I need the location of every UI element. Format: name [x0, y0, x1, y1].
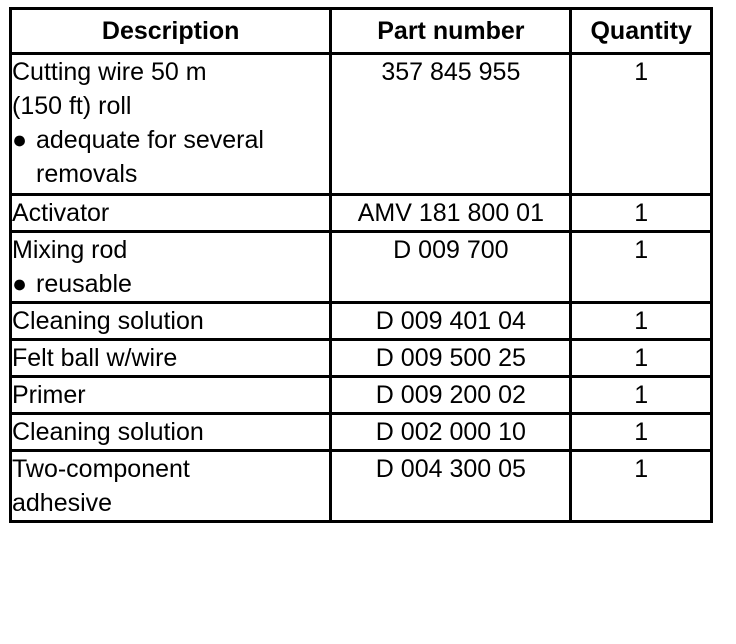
part-number-cell: D 009 500 25 — [331, 340, 571, 377]
description-bullet — [12, 267, 329, 301]
parts-table — [9, 7, 713, 523]
description-cell — [11, 451, 331, 522]
description-line: Primer — [12, 381, 86, 409]
description-line: adhesive — [12, 489, 113, 517]
part-number-cell: D 009 401 04 — [331, 303, 571, 340]
quantity-cell: 1 — [571, 377, 712, 414]
description-cell — [11, 414, 331, 451]
header-description: Description — [11, 9, 331, 54]
table-row — [11, 340, 712, 377]
quantity-cell: 1 — [571, 303, 712, 340]
header-row — [11, 9, 712, 54]
part-number-cell: D 009 700 — [331, 232, 571, 303]
part-number-cell: AMV 181 800 01 — [331, 195, 571, 232]
part-number-cell: D 009 200 02 — [331, 377, 571, 414]
description-line: Two-component — [12, 455, 190, 483]
description-line: Cleaning solution — [12, 307, 204, 335]
table-row — [11, 54, 712, 195]
table-row — [11, 232, 712, 303]
description-cell — [11, 377, 331, 414]
part-number-cell: D 004 300 05 — [331, 451, 571, 522]
table-row — [11, 303, 712, 340]
bullet-text: adequate for several — [36, 126, 264, 154]
quantity-cell: 1 — [571, 414, 712, 451]
description-cell — [11, 340, 331, 377]
description-cell — [11, 195, 331, 232]
description-cell — [11, 54, 331, 195]
part-number-cell: 357 845 955 — [331, 54, 571, 195]
description-line: Cleaning solution — [12, 418, 204, 446]
table-row — [11, 195, 712, 232]
bullet-icon: ● — [12, 126, 28, 154]
description-cell — [11, 303, 331, 340]
quantity-cell: 1 — [571, 451, 712, 522]
quantity-cell: 1 — [571, 232, 712, 303]
table-row — [11, 414, 712, 451]
bullet-text: reusable — [36, 270, 132, 298]
description-line: Cutting wire 50 m — [12, 58, 207, 86]
description-line: (150 ft) roll — [12, 92, 132, 120]
quantity-cell: 1 — [571, 54, 712, 195]
header-part-number: Part number — [331, 9, 571, 54]
table-row — [11, 377, 712, 414]
part-number-cell: D 002 000 10 — [331, 414, 571, 451]
description-line: Felt ball w/wire — [12, 344, 178, 372]
description-bullet — [12, 123, 329, 157]
header-quantity: Quantity — [571, 9, 712, 54]
bullet-icon: ● — [12, 270, 28, 298]
description-line: Activator — [12, 199, 110, 227]
description-cell — [11, 232, 331, 303]
bullet-continuation: removals — [36, 160, 138, 188]
table-row — [11, 451, 712, 522]
quantity-cell: 1 — [571, 195, 712, 232]
description-line: Mixing rod — [12, 236, 128, 264]
quantity-cell: 1 — [571, 340, 712, 377]
